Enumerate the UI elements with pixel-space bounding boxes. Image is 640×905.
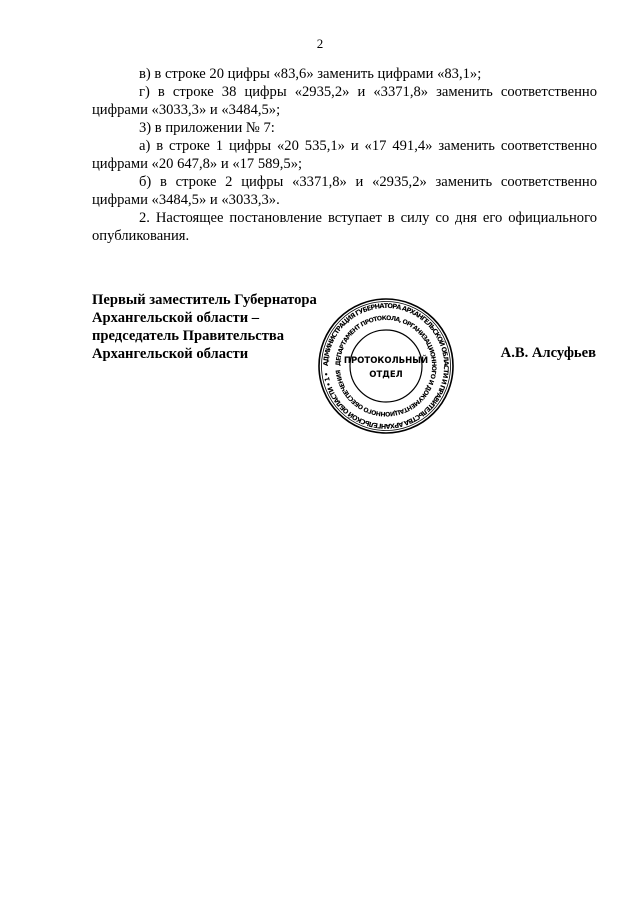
stamp-outer-text: АДМИНИСТРАЦИЯ ГУБЕРНАТОРА АРХАНГЕЛЬСКОЙ ОБЛАСТИ И ПРАВИТЕЛЬСТВА АРХАНГЕЛЬСКОЙ ОБЛАСТИ • 1 • — [321, 301, 451, 431]
page-number: 2 — [316, 36, 324, 51]
paragraph: б) в строке 2 цифры «3371,8» и «2935,2» заменить соответственно цифрами «3484,5» и «3033,3». — [92, 174, 597, 208]
stamp-inner-ring — [350, 330, 422, 402]
stamp-center-line2: ОТДЕЛ — [369, 370, 403, 380]
position-line: Первый заместитель Губернатора — [92, 292, 317, 308]
paragraph: 3) в приложении № 7: — [139, 120, 275, 136]
stamp-inner-text: ДЕПАРТАМЕНТ ПРОТОКОЛА, ОРГАНИЗАЦИОННОГО И ДОКУМЕНТАЦИОННОГО ОБЕСПЕЧЕНИЯ — [334, 314, 438, 418]
position-line: Архангельской области — [92, 346, 249, 362]
paragraph: в) в строке 20 цифры «83,6» заменить цифрами «83,1»; — [139, 66, 482, 82]
signatory-position — [92, 291, 317, 363]
document-body — [92, 65, 597, 245]
signatory-name: А.В. Алсуфьев — [500, 345, 596, 361]
paragraph: а) в строке 1 цифры «20 535,1» и «17 491,4» заменить соответственно цифрами «20 647,8» и «17 589,5»; — [92, 138, 597, 172]
official-stamp — [316, 296, 456, 436]
paragraph: 2. Настоящее постановление вступает в силу со дня его официального опубликования. — [92, 210, 597, 244]
stamp-center-line1: ПРОТОКОЛЬНЫЙ — [343, 356, 429, 366]
position-line: Архангельской области – — [92, 310, 260, 326]
paragraph: г) в строке 38 цифры «2935,2» и «3371,8» заменить соответственно цифрами «3033,3» и «3484,5»; — [92, 84, 597, 118]
position-line: председатель Правительства — [92, 328, 285, 344]
